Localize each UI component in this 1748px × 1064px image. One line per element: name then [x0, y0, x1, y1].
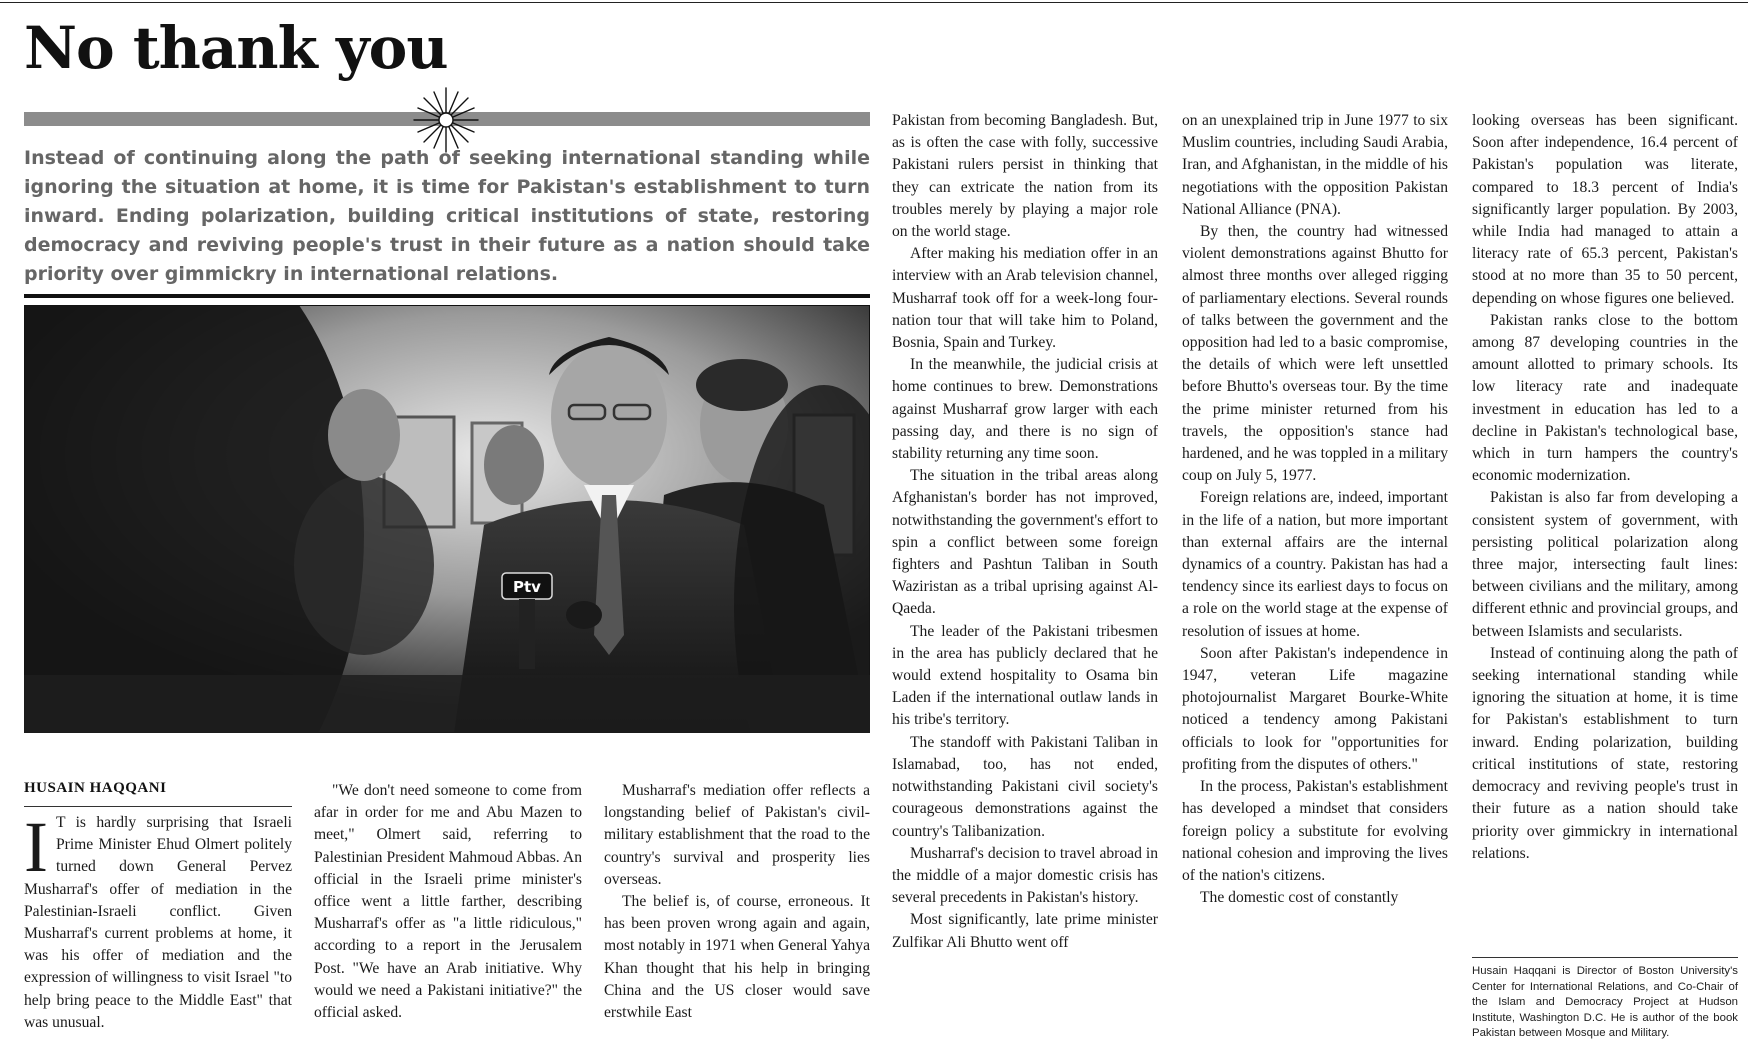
- column-3: [604, 780, 870, 1024]
- column-6: [1472, 110, 1738, 865]
- paragraph: "We don't need someone to come from afar in order for me and Abu Mazen to meet," Olmert said, referring to Palestinian President Mahmoud Abbas. An official in the Israeli prime minister's office went a little farther, describing Musharraf's offer as "a little ridiculous," according to a report in the Jerusalem Post. "We have an Arab initiative. Why would we need a Pakistani initiative?" the official asked.: [314, 782, 582, 1022]
- drop-cap: I: [24, 807, 48, 887]
- paragraph: Most significantly, late prime minister Zulfikar Ali Bhutto went off: [892, 911, 1158, 951]
- paragraph: Pakistan is also far from developing a consistent system of government, with persisting political polarization along three major, intersecting fault lines: between civilians and the military, among different ethnic and provincial groups, and between Islamists and secularists.: [1472, 489, 1738, 640]
- paragraph: on an unexplained trip in June 1977 to six Muslim countries, including Saudi Arabia, Iran, and Afghanistan, in the middle of his negotiations with the opposition Pakistan National Alliance (PNA).: [1182, 112, 1448, 218]
- paragraph: After making his mediation offer in an interview with an Arab television channel, Musharraf took off for a week-long four-nation tour that will take him to Poland, Bosnia, Spain and Turkey.: [892, 245, 1158, 352]
- musharraf-press-photo: [24, 305, 870, 733]
- deck-black-rule: [24, 294, 870, 298]
- byline-rule: [24, 806, 292, 807]
- column-2: [314, 780, 582, 1024]
- paragraph: Soon after Pakistan's independence in 1947, veteran Life magazine photojournalist Margaret Bourke-White noticed a tendency among Pakistani officials to look for "opportunities for profiting from the disputes of others.": [1182, 644, 1448, 773]
- author-bio: Husain Haqqani is Director of Boston University's Center for International Relations, and Co-Chair of the Islam and Democracy Project at Hudson Institute, Washington D.C. He is author of the book Pakistan between Mosque and Military.: [1472, 957, 1738, 1042]
- deck-summary: Instead of continuing along the path of seeking international standing while ignoring the situation at home, it is time for Pakistan's establishment to turn inward. Ending polarization, building critical institutions of state, restoring democracy and reviving people's trust in their future as a nation should take priority over gimmickry in international relations.: [24, 147, 870, 285]
- paragraph: In the meanwhile, the judicial crisis at home continues to brew. Demonstrations against Musharraf grow larger with each passing day, and there is no sign of stability returning any time soon.: [892, 356, 1158, 463]
- paragraph: The standoff with Pakistani Taliban in Islamabad, too, has not ended, notwithstanding Pakistani civil society's courageous demonstrations against the country's Talibanization.: [892, 733, 1158, 840]
- paragraph: In the process, Pakistan's establishment has developed a mindset that considers foreign policy a substitute for evolving national cohesion and improving the lives of the nation's citizens.: [1182, 778, 1448, 884]
- paragraph: Pakistan from becoming Bangladesh. But, as is often the case with folly, successive Pakistani rulers persist in thinking that they can extricate the nation from its troubles merely by playing a major role on the world stage.: [892, 112, 1158, 241]
- paragraph: By then, the country had witnessed violent demonstrations against Bhutto for almost three months over alleged rigging of parliamentary elections. Several rounds of talks between the government and the opposition had led to a basic compromise, the details of which were left unsettled before Bhutto's overseas tour. By the time the prime minister returned from his travels, the opposition's stance had hardened, and he was toppled in a military coup on July 5, 1977.: [1182, 223, 1448, 485]
- paragraph: T is hardly surprising that Israeli Prime Minister Ehud Olmert politely turned down General Pervez Musharraf's offer of mediation in the Palestinian-Israeli conflict. Given Musharraf's current problems at home, it was his offer of mediation and the expression of willingness to visit Israel "to help bring peace to the Middle East" that was unusual.: [24, 814, 292, 1031]
- headline: No thank you: [24, 14, 448, 82]
- paragraph: The domestic cost of constantly: [1200, 889, 1399, 907]
- paragraph: Musharraf's decision to travel abroad in the middle of a major domestic crisis has several precedents in Pakistan's history.: [892, 844, 1158, 907]
- column-4: [892, 110, 1158, 954]
- top-rule: [0, 2, 1748, 3]
- paragraph: The leader of the Pakistani tribesmen in the area has publicly declared that he would extend hospitality to Osama bin Laden if the international outlaw lands in his tribe's territory.: [892, 622, 1158, 729]
- paragraph: The situation in the tribal areas along Afghanistan's border has not improved, notwithstanding the government's effort to spin a conflict between some foreign fighters and Pashtun Taliban in South Waziristan as a tribal uprising against Al-Qaeda.: [892, 467, 1158, 618]
- paragraph: Musharraf's mediation offer reflects a longstanding belief of Pakistan's civil-military establishment that the road to the country's survival and prosperity lies overseas.: [604, 782, 870, 888]
- paragraph: Instead of continuing along the path of seeking international standing while ignoring the situation at home, it is time for Pakistan's establishment to turn inward. Ending polarization, building critical institutions of state, restoring democracy and reviving people's trust in their future as a nation should take priority over gimmickry in international relations.: [1472, 644, 1738, 862]
- byline: HUSAIN HAQQANI: [24, 780, 167, 796]
- column-1: [24, 807, 292, 1034]
- paragraph: Foreign relations are, indeed, important in the life of a nation, but more important than external affairs are the internal dynamics of a country. Pakistan has had a tendency since its earliest days to focus on a role on the world stage at the expense of resolution of issues at home.: [1182, 489, 1448, 640]
- paragraph: The belief is, of course, erroneous. It has been proven wrong again and again, most notably in 1971 when General Yahya Khan thought that his help in bringing China and the US closer would save erstwhile East: [604, 893, 870, 1022]
- ptv-mic-label: Ptv: [513, 578, 541, 596]
- paragraph: Pakistan ranks close to the bottom among 87 developing countries in the amount allotted to primary schools. Its low literacy rate and inadequate investment in education has led to a decline in Pakistan's technological base, which in turn hampers the country's economic modernization.: [1472, 311, 1738, 485]
- column-5: [1182, 110, 1448, 909]
- paragraph: looking overseas has been significant. Soon after independence, 16.4 percent of Pakistan's population was literate, compared to 18.3 percent of India's significantly larger population. By 2003, while India had managed to attain a literacy rate of 65.3 percent, Pakistan's stood at no more than 35 to 50 percent, depending on whose figures one believed.: [1472, 112, 1738, 307]
